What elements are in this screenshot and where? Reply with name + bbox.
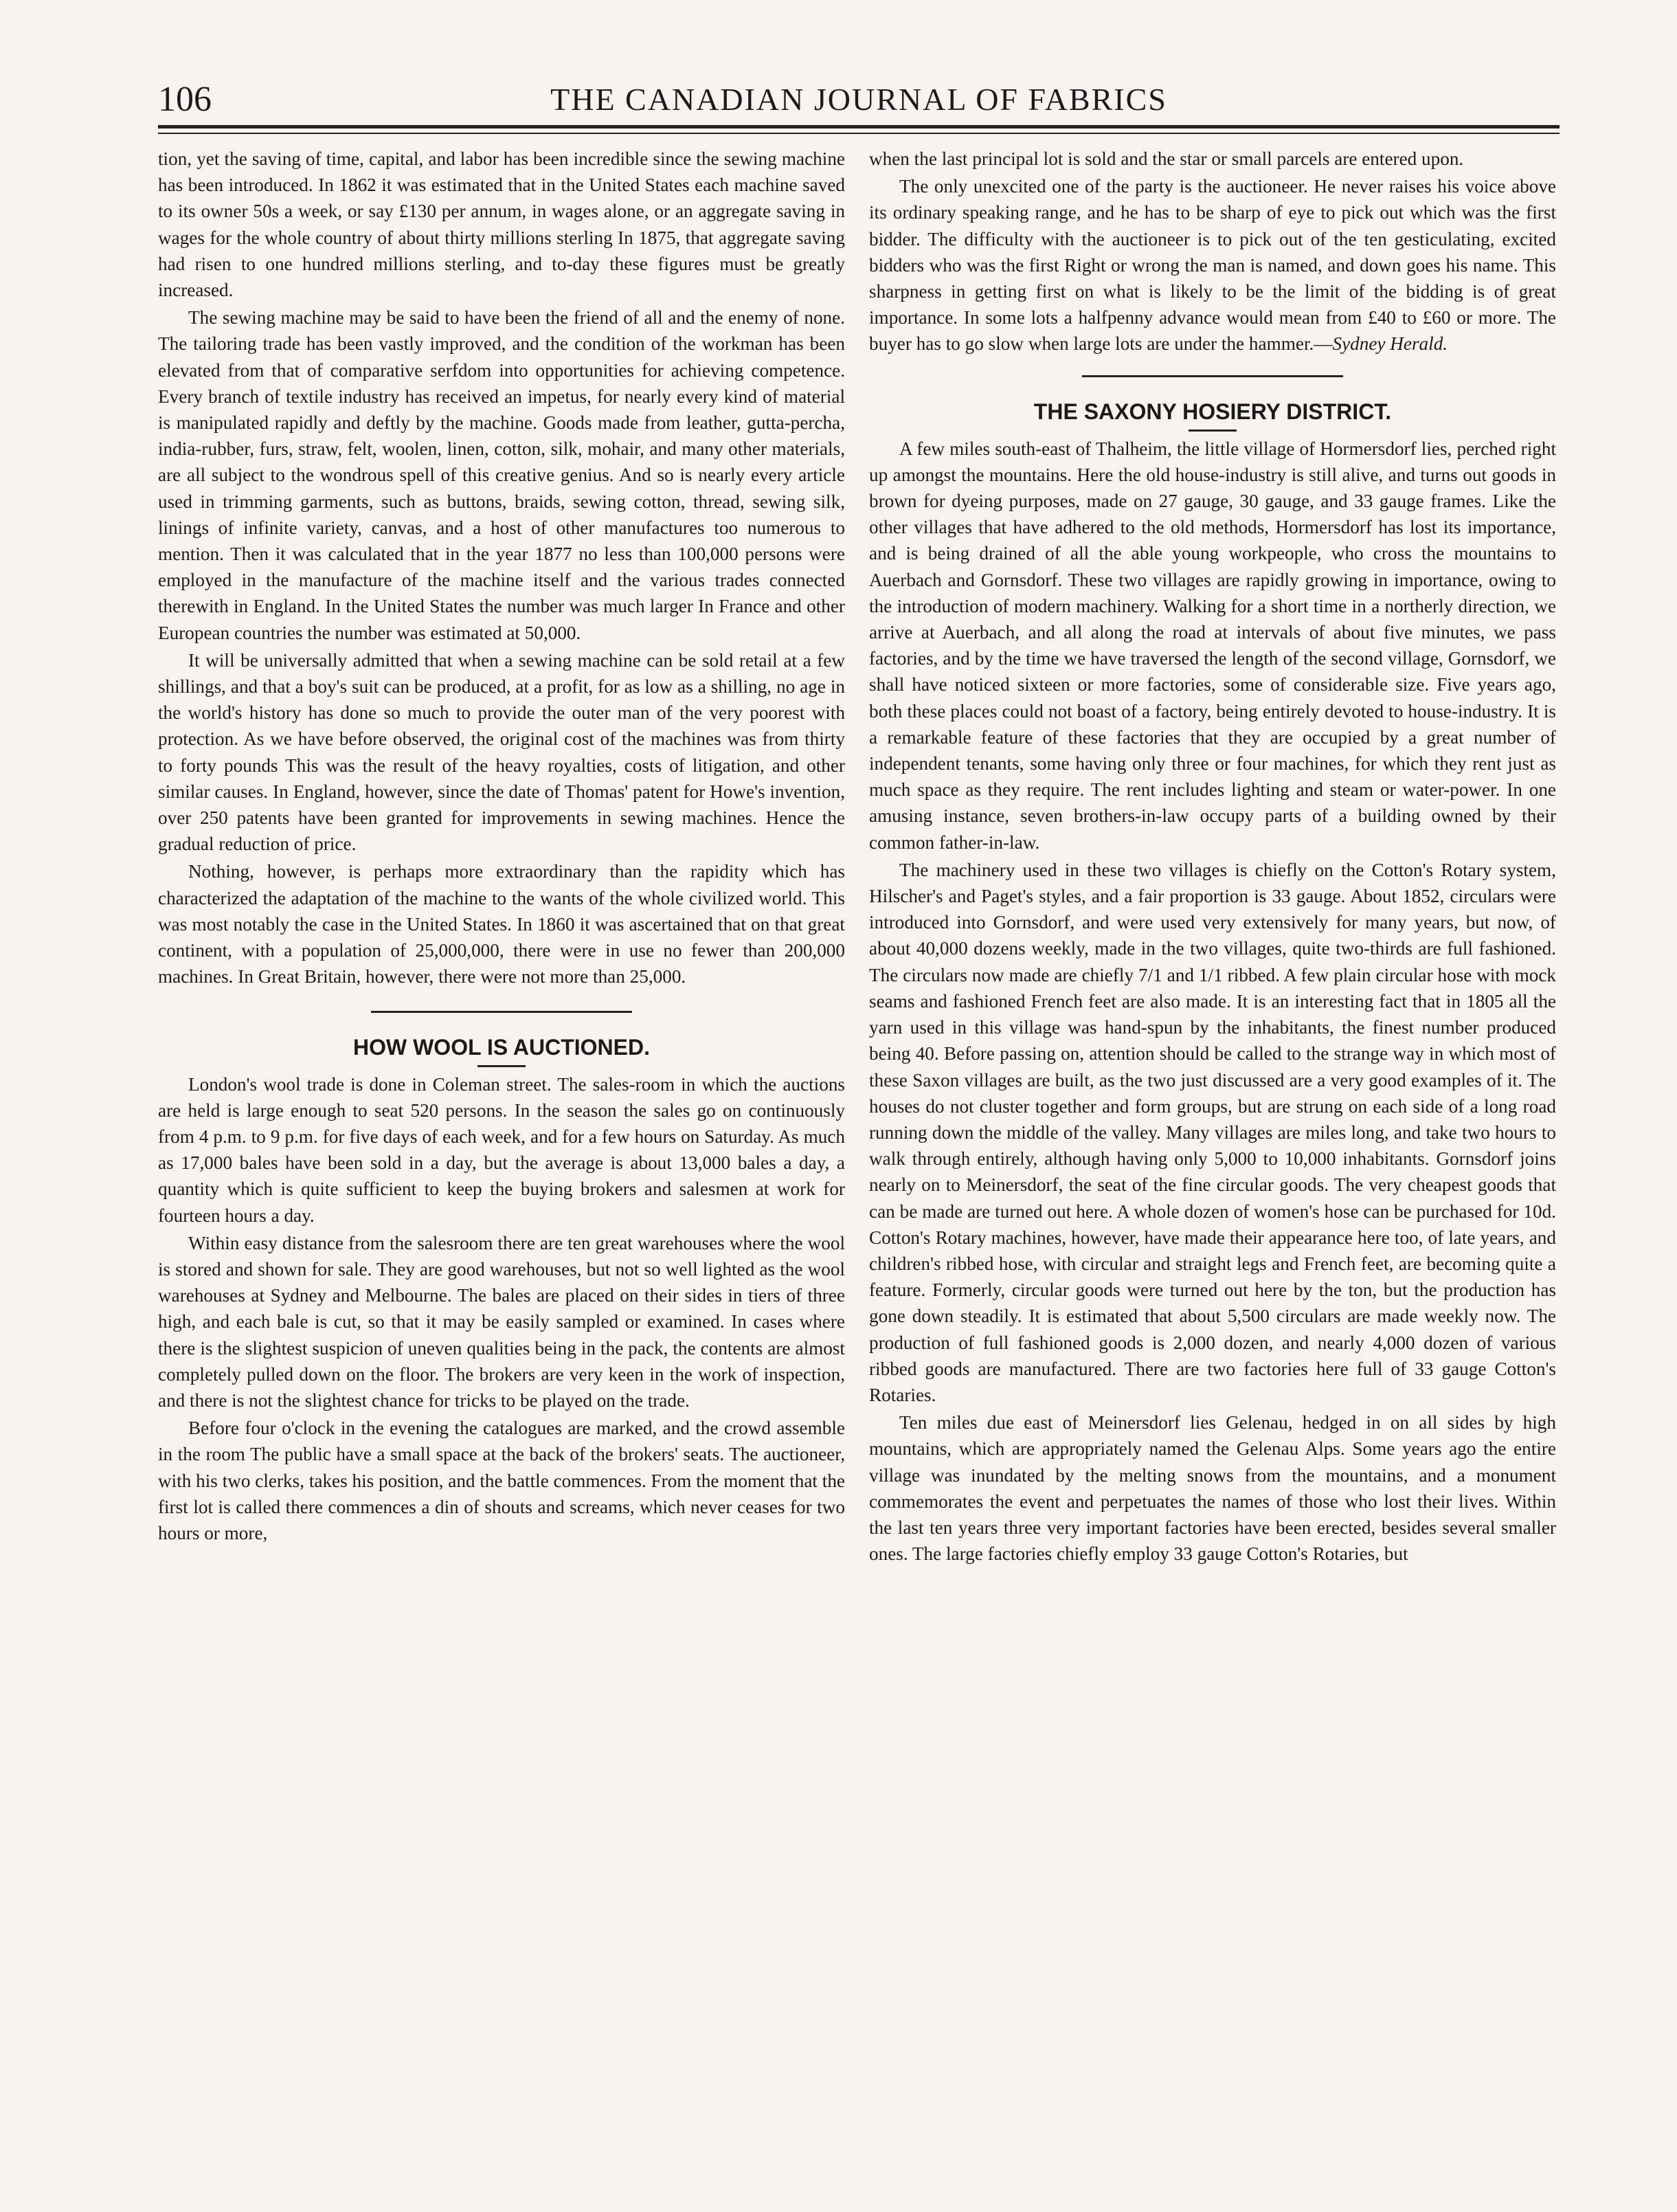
saxony-paragraph-1: A few miles south-east of Thalheim, the little village of Hormersdorf lies, perched right up amongst the mountains. Here the old house-industry is still alive, and turns out goods in brown for dyeing purposes, made on 27 gauge, 30 gauge, and 33 gauge frames. Like the other villages that have adhered to the old methods, Hormersdorf has lost its importance, and is being drained of all the able young workpeople, who cross the mountains to Auerbach and Gornsdorf. These two villages are rapidly growing in importance, owing to the introduction of modern machinery. Walking for a short time in a northerly direction, we arrive at Auerbach, and all along the road at intervals of about five minutes, we pass factories, and by the time we have traversed the length of the second village, Gornsdorf, we shall have noticed sixteen or more factories, some of considerable size. Five years ago, both these places could not boast of a factory, being entirely devoted to house-industry. It is a remarkable feature of these factories that they are occupied by a great number of independent tenants, some having only three or four machines, for which they rent just as much space as they require. The rent includes lighting and steam or water-power. In one amusing instance, seven brothers-in-law occupy parts of a building owned by their common father-in-law. [869, 438, 1556, 853]
wool-section-title: HOW WOOL IS AUCTIONED. [353, 1034, 650, 1060]
journal-title: THE CANADIAN JOURNAL OF FABRICS [550, 82, 1167, 117]
wool-paragraph-3: Before four o'clock in the evening the catalogues are marked, and the crowd assemble in the room The public have a small space at the back of the brokers' seats. The auctioneer, with his two clerks, takes his position, and the battle commences. From the moment that the first lot is called there commences a din of shouts and screams, which never ceases for two hours or more, [158, 1418, 845, 1543]
saxony-paragraph-2: The machinery used in these two villages is chiefly on the Cotton's Rotary system, Hilscher's and Paget's styles, and a fair proportion is 33 gauge. About 1852, circulars were introduced into Gornsdorf, and were used very extensively for many years, but now, of about 40,000 dozens weekly, made in the two villages, quite two-thirds are full fashioned. The circulars now made are chiefly 7/1 and 1/1 ribbed. A few plain circular hose with mock seams and fashioned French feet are also made. It is an interesting fact that in 1805 all the yarn used in this village was hand-spun by the inhabitants, the finest number produced being 40. Before passing on, attention should be called to the strange way in which most of these Saxon villages are built, as the two just discussed are a very good examples of it. The houses do not cluster together and form groups, but are strung on each side of a long road running down the middle of the valley. Many villages are miles long, and take two hours to walk through entirely, although having only 5,000 to 10,000 inhabitants. Gornsdorf joins nearly on to Meinersdorf, the seat of the fine circular goods. The very cheapest goods that can be made are turned out here. A whole dozen of women's hose can be purchased for 10d. Cotton's Rotary machines, however, have made their appearance here too, of late years, and children's ribbed hose, with circular and straight legs and French feet, are becoming quite a feature. Formerly, circular goods were turned out here by the ton, but the production has gone down steadily. It is estimated that about 5,500 circulars are made weekly now. The production of full fashioned goods is 2,000 dozen, and nearly 4,000 dozen of various ribbed goods are manufactured. There are two factories here full of 33 gauge Cotton's Rotaries. [869, 859, 1556, 1405]
wool-source: Sydney Herald. [1332, 333, 1448, 355]
left-column [158, 146, 845, 1546]
wool-continued-paragraph-1: when the last principal lot is sold and the star or small parcels are entered upon. [869, 148, 1464, 169]
title-underline [477, 1065, 526, 1067]
page-header [158, 76, 1560, 124]
header-rule-thick [158, 125, 1560, 129]
section-divider [1082, 375, 1343, 377]
title-underline [1189, 429, 1237, 432]
header-rule-thin [158, 133, 1560, 134]
right-column [869, 146, 1556, 1567]
saxony-paragraph-3: Ten miles due east of Meinersdorf lies Gelenau, hedged in on all sides by high mountains, which are appropriately named the Gelenau Alps. Some years ago the entire village was inundated by the melting snows from the mountains, and a monument commemorates the event and perpetuates the names of those who lost their lives. Within the last ten years three very important factories have been erected, besides several smaller ones. The large factories chiefly employ 33 gauge Cotton's Rotaries, but [869, 1412, 1556, 1565]
wool-continued-paragraph-2 [869, 173, 1556, 357]
wool-paragraph-1: London's wool trade is done in Coleman street. The sales-room in which the auctions are held is large enough to seat 520 persons. In the season the sales go on continuously from 4 p.m. to 9 p.m. for five days of each week, and for a few hours on Saturday. As much as 17,000 bales have been sold in a day, but the average is about 13,000 bales a day, a quantity which is quite sufficient to keep the buying brokers and salesmen at work for fourteen hours a day. [158, 1073, 845, 1226]
saxony-section-title: THE SAXONY HOSIERY DISTRICT. [1033, 399, 1392, 424]
wool-paragraph-2: Within easy distance from the salesroom there are ten great warehouses where the wool is stored and shown for sale. They are good warehouses, but not so well lighted as the wool warehouses at Sydney and Melbourne. The bales are placed on their sides in tiers of three high, and each bale is cut, so that it may be easily sampled or examined. In cases where there is the slightest suspicion of uneven qualities being in the pack, the contents are almost completely pulled down on the floor. The brokers are very keen in the work of inspection, and there is not the slightest chance for tricks to be played on the trade. [158, 1232, 845, 1411]
wool-continued-text: The only unexcited one of the party is the auctioneer. He never raises his voice above its ordinary speaking range, and he has to be sharp of eye to pick out which was the first bidder. The difficulty with the auctioneer is to pick out of the ten gesticulating, excited bidders who was the first Right or wrong the man is named, and down goes his name. This sharpness in getting first on what is likely to be the limit of the bidding is of great importance. In some lots a halfpenny advance would mean from £40 to £60 or more. The buyer has to go slow when large lots are under the hammer.— [869, 176, 1556, 355]
sewing-paragraph-3: It will be universally admitted that when a sewing machine can be sold retail at a few shillings, and that a boy's suit can be produced, at a profit, for as low as a shilling, no age in the world's history has done so much to provide the outer man of the very poorest with protection. As we have before observed, the original cost of the machines was from thirty to forty pounds This was the result of the heavy royalties, costs of litigation, and other similar causes. In England, however, since the date of Thomas' patent for Howe's invention, over 250 patents have been granted for improvements in sewing machines. Hence the gradual reduction of price. [158, 649, 845, 855]
section-divider [371, 1011, 632, 1013]
sewing-paragraph-4: Nothing, however, is perhaps more extraordinary than the rapidity which has characterized the adaptation of the machine to the wants of the whole civilized world. This was most notably the case in the United States. In 1860 it was ascertained that on that great continent, with a population of 25,000,000, there were in use no fewer than 200,000 machines. In Great Britain, however, there were not more than 25,000. [158, 861, 845, 987]
sewing-paragraph-2: The sewing machine may be said to have been the friend of all and the enemy of none. The tailoring trade has been vastly improved, and the condition of the workman has been elevated from that of comparative serfdom into opportunities for achieving competence. Every branch of textile industry has received an impetus, for nearly every kind of material is manipulated rapidly and deftly by the machine. Goods made from leather, gutta-percha, india-rubber, furs, straw, felt, woolen, linen, cotton, silk, mohair, and many other materials, are all subject to the wondrous spell of this creative genius. And so is nearly every article used in trimming garments, such as buttons, braids, sewing cotton, thread, sewing silk, linings of infinite variety, canvas, and a host of other manufactures too numerous to mention. Then it was calculated that in the year 1877 no less than 100,000 persons were employed in the manufacture of the machine itself and the various trades connected therewith in England. In the United States the number was much larger In France and other European countries the number was estimated at 50,000. [158, 307, 845, 643]
page-number: 106 [158, 80, 212, 119]
sewing-paragraph-1: tion, yet the saving of time, capital, and labor has been incredible since the sewing machine has been introduced. In 1862 it was estimated that in the United States each machine saved to its owner 50s a week, or say £130 per annum, in wages alone, or an aggregate saving in wages for the whole country of about thirty millions sterling In 1875, that aggregate saving had risen to one hundred millions sterling, and to-day these figures must be greatly increased. [158, 148, 845, 301]
